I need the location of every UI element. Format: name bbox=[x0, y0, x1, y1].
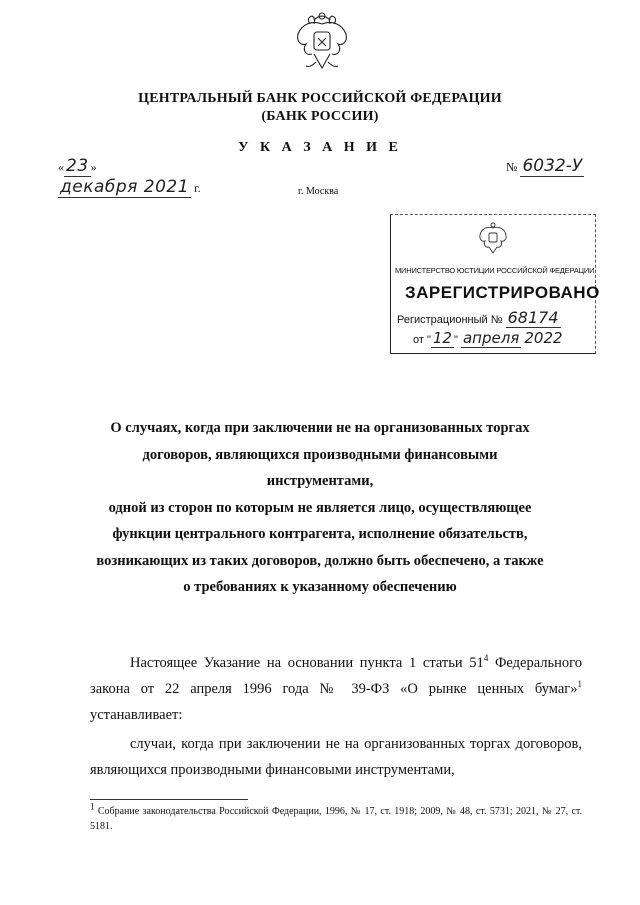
stamp-ministry: МИНИСТЕРСТВО ЮСТИЦИИ РОССИЙСКОЙ ФЕДЕРАЦИИ bbox=[395, 266, 595, 275]
stamp-date-day: 12 bbox=[432, 329, 452, 347]
date-day: 23 bbox=[66, 156, 89, 176]
document-type: У К А З А Н И Е bbox=[238, 140, 402, 155]
date-suffix: г. bbox=[194, 181, 201, 195]
document-number-value: 6032-У bbox=[522, 156, 583, 176]
document-number: № 6032-У bbox=[506, 156, 583, 176]
superscript-article: 4 bbox=[483, 653, 489, 664]
organization-name: ЦЕНТРАЛЬНЫЙ БАНК РОССИЙСКОЙ ФЕДЕРАЦИИ bbox=[138, 91, 502, 106]
title-line: о требованиях к указанному обеспечению bbox=[183, 579, 457, 595]
stamp-registration-number: Регистрационный № 68174 bbox=[397, 308, 559, 327]
title-line: возникающих из таких договоров, должно быть обеспечено, а также bbox=[96, 552, 544, 569]
body-paragraph-2: случаи, когда при заключении не на организованных торгах договоров, являющихся производными финансовыми инструментами, bbox=[90, 736, 582, 778]
document-title bbox=[90, 415, 550, 601]
title-line: одной из сторон по которым не является лицо, осуществляющее bbox=[108, 499, 532, 516]
footnote-divider bbox=[90, 799, 248, 800]
footnote-text: Собрание законодательства Российской Федерации, 1996, № 17, ст. 1918; 2009, № 48, ст. 5731; 2021, № 27, ст. 5181. bbox=[90, 806, 582, 832]
stamp-date: от " 12 " апреля 2022 bbox=[413, 329, 563, 347]
body-paragraph-1: Настоящее Указание на основании пункта 1 статьи $51^4$ Федерального закона от 22 апреля 1996 года № 39-ФЗ «О рынке ценных бумаг»$^1$ устанавливает: bbox=[90, 653, 582, 723]
title-line: функции центрального контрагента, исполнение обязательств, bbox=[112, 526, 528, 542]
stamp-registered: ЗАРЕГИСТРИРОВАНО bbox=[405, 283, 600, 302]
title-line: О случаях, когда при заключении не на организованных торгах bbox=[110, 420, 530, 436]
footnote bbox=[90, 801, 582, 834]
date-month-year: декабря 2021 bbox=[60, 177, 190, 197]
organization-short-name: (БАНК РОССИИ) bbox=[261, 109, 379, 124]
registration-stamp bbox=[390, 214, 600, 354]
stamp-date-year: 2022 bbox=[524, 329, 563, 347]
city: г. Москва bbox=[298, 186, 339, 197]
footnote-ref: 1 bbox=[577, 679, 582, 690]
coat-of-arms-icon bbox=[292, 10, 352, 74]
title-line: договоров, являющихся производными финансовыми bbox=[142, 446, 498, 463]
title-line: инструментами, bbox=[266, 473, 374, 489]
footnote-marker: 1 bbox=[90, 801, 95, 812]
stamp-emblem-icon bbox=[477, 221, 509, 255]
stamp-reg-number-value: 68174 bbox=[507, 308, 559, 327]
document-date: « 23 »декабря 2021 г. bbox=[58, 156, 201, 197]
stamp-date-month: апреля bbox=[462, 329, 520, 347]
